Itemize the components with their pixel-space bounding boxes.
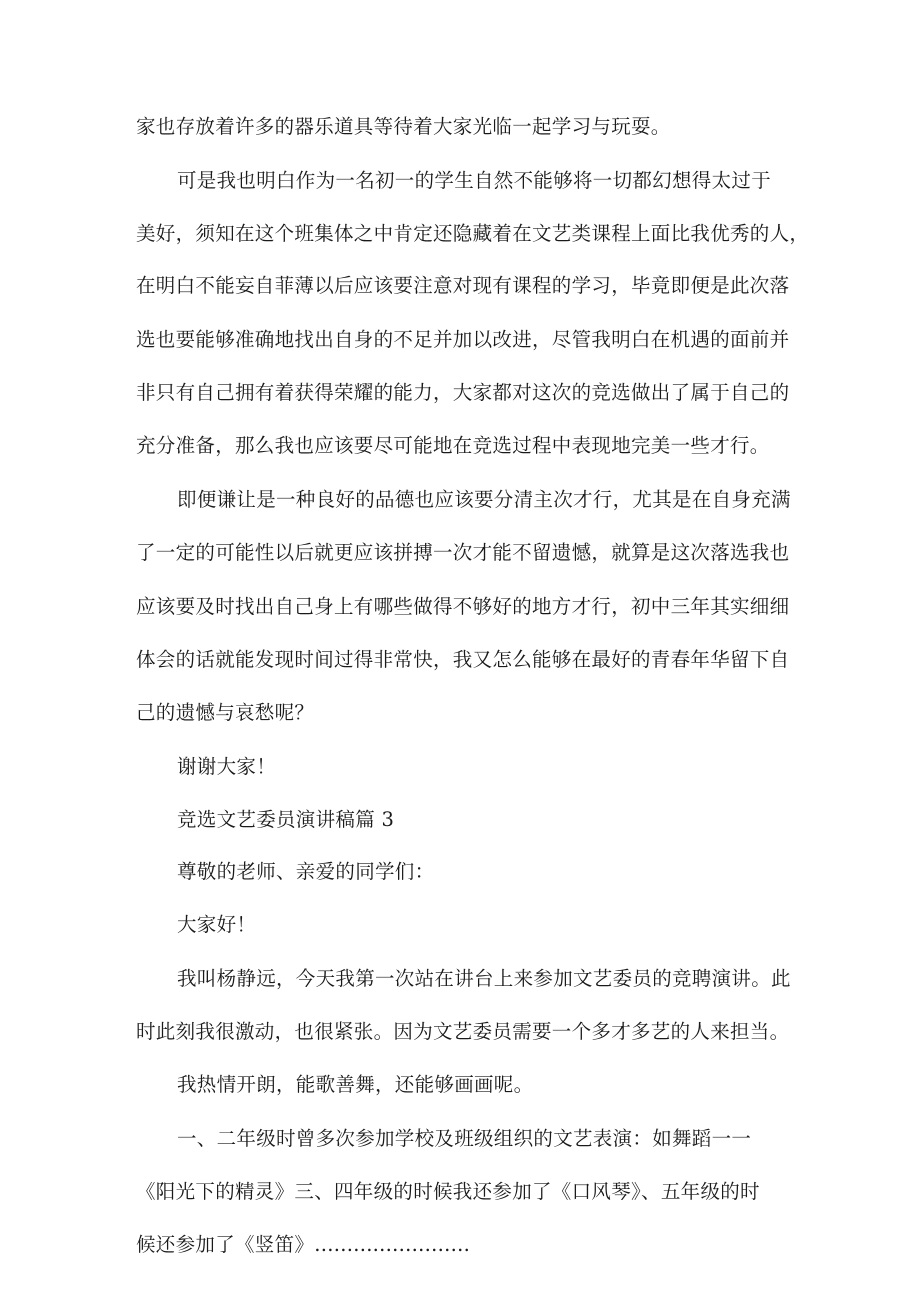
text-line: 非只有自己拥有着获得荣耀的能力，大家都对这次的竞选做出了属于自己的 (136, 381, 790, 404)
paragraph-start-line: 可是我也明白作为一名初一的学生自然不能够将一切都幻想得太过于 (177, 169, 772, 192)
text-line: 己的遗憾与哀愁呢？ (136, 701, 315, 724)
text-line: 体会的话就能发现时间过得非常快，我又怎么能够在最好的青春年华留下自 (136, 648, 790, 671)
greeting-line: 大家好！ (177, 913, 257, 936)
paragraph-start-line: 一、二年级时曾多次参加学校及班级组织的文艺表演：如舞蹈一一 (177, 1127, 752, 1150)
paragraph-start-line: 即便谦让是一种良好的品德也应该要分清主次才行，尤其是在自身充满 (177, 488, 791, 511)
paragraph-start-line: 我热情开朗，能歌善舞，还能够画画呢。 (177, 1073, 534, 1096)
text-line: 选也要能够准确地找出自身的不足并加以改进，尽管我明白在机遇的面前并 (136, 328, 790, 351)
text-line: 美好，须知在这个班集体之中肯定还隐藏着在文艺类课程上面比我优秀的人， (136, 222, 810, 245)
text-line: 候还参加了《竖笛》........................ (136, 1233, 471, 1256)
text-line: 家也存放着许多的器乐道具等待着大家光临一起学习与玩耍。 (136, 115, 671, 138)
text-line: 《阳光下的精灵》三、四年级的时候我还参加了《口风琴》、五年级的时 (136, 1180, 760, 1203)
text-line: 应该要及时找出自己身上有哪些做得不够好的地方才行，初中三年其实细细 (136, 595, 790, 618)
text-line: 在明白不能妄自菲薄以后应该要注意对现有课程的学习，毕竟即便是此次落 (136, 274, 790, 297)
text-line: 充分准备，那么我也应该要尽可能地在竞选过程中表现地完美一些才行。 (136, 434, 770, 457)
text-line: 了一定的可能性以后就更应该拼搏一次才能不留遗憾，就算是这次落选我也 (136, 541, 790, 564)
closing-line: 谢谢大家！ (177, 755, 277, 778)
section-heading: 竞选文艺委员演讲稿篇 3 (177, 808, 395, 831)
salutation-line: 尊敬的老师、亲爱的同学们： (177, 860, 435, 883)
paragraph-start-line: 我叫杨静远，今天我第一次站在讲台上来参加文艺委员的竞聘演讲。此 (177, 967, 791, 990)
text-line: 时此刻我很激动，也很紧张。因为文艺委员需要一个多才多艺的人来担当。 (136, 1020, 790, 1043)
